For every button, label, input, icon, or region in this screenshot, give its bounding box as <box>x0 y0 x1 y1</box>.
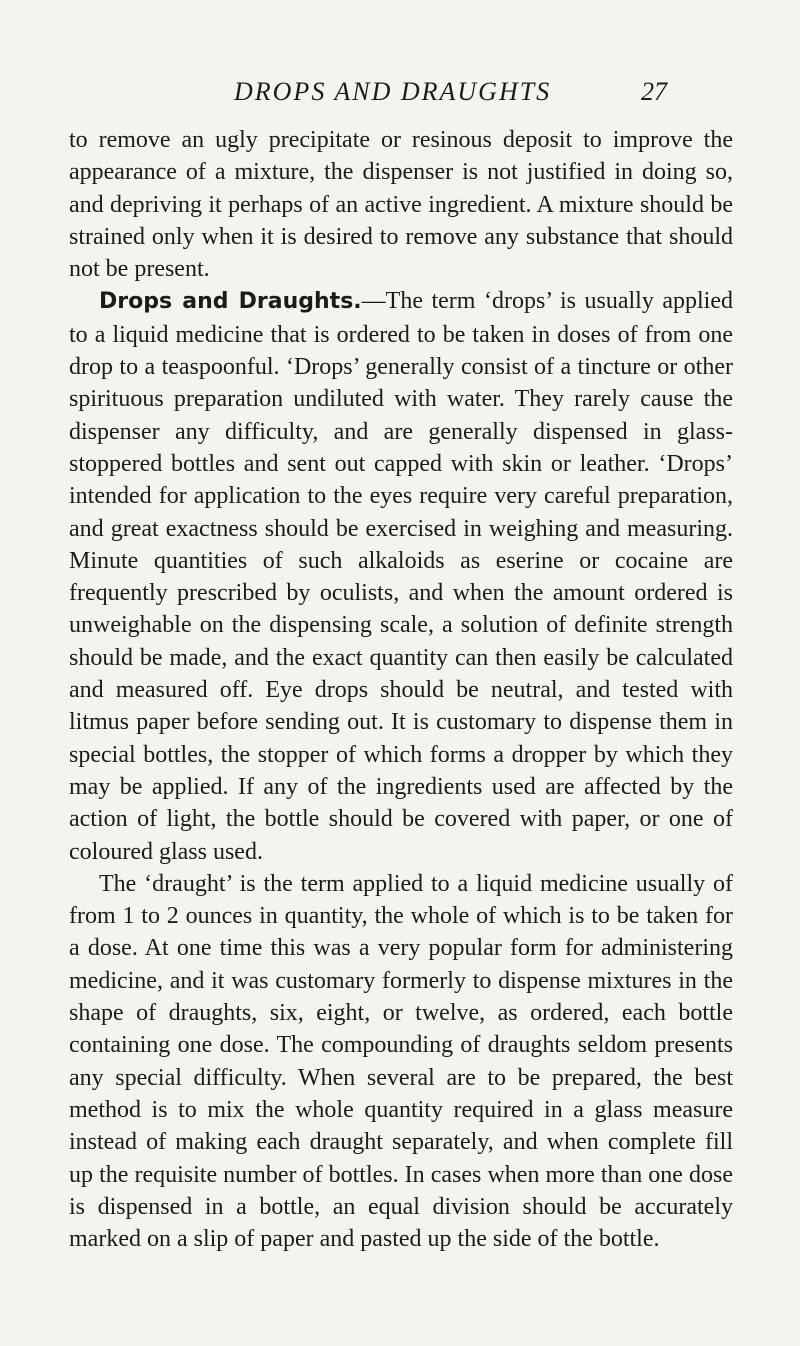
section-heading: Drops and Draughts. <box>99 289 362 315</box>
paragraph-draught: The ‘draught’ is the term applied to a liquid medicine usually of from 1 to 2 ounces in quantity, the whole of which is to be taken for a dose. At one time this was a very popular form for administering medicine, and it was customary formerly to dispense mixtures in the shape of draughts, six, eight, or twelve, as ordered, each bottle containing one dose. The compounding of draughts seldom presents any special difficulty. When several are to be prepared, the best method is to mix the whole quantity required in a glass measure instead of making each draught separately, and when complete fill up the requisite number of bottles. In cases when more than one dose is dispensed in a bottle, an equal division should be accurately marked on a slip of paper and pasted up the side of the bottle. <box>69 870 733 1253</box>
body-text <box>69 124 733 1255</box>
paragraph-drops-and-draughts <box>69 285 733 867</box>
running-head <box>0 74 800 110</box>
paragraph-continued: to remove an ugly precipitate or resinous deposit to improve the appearance of a mixture, the dispenser is not justified in doing so, and depriving it perhaps of an active ingredient. A mixture should be strained only when it is desired to remove any substance that should not be present. <box>69 127 733 283</box>
page-number: 27 <box>641 77 667 106</box>
running-title: DROPS AND DRAUGHTS <box>234 77 552 106</box>
paragraph-drops-text: —The term ‘drops’ is usually applied to a liquid medicine that is ordered to be taken in doses of from one drop to a teaspoonful. ‘Drops’ generally consist of a tincture or other spirituous preparation undiluted with water. They rarely cause the dispenser any difficulty, and are generally dispensed in glass-stoppered bottles and sent out capped with skin or leather. ‘Drops’ intended for application to the eyes require very careful preparation, and great exactness should be exercised in weighing and measuring. Minute quantities of such alkaloids as eserine or cocaine are frequently prescribed by oculists, and when the amount ordered is unweighable on the dispensing scale, a solution of definite strength should be made, and the exact quantity can then easily be calculated and measured off. Eye drops should be neutral, and tested with litmus paper before sending out. It is customary to dispense them in special bottles, the stopper of which forms a dropper by which they may be applied. If any of the ingredients used are affected by the action of light, the bottle should be covered with paper, or one of coloured glass used. <box>69 288 733 865</box>
